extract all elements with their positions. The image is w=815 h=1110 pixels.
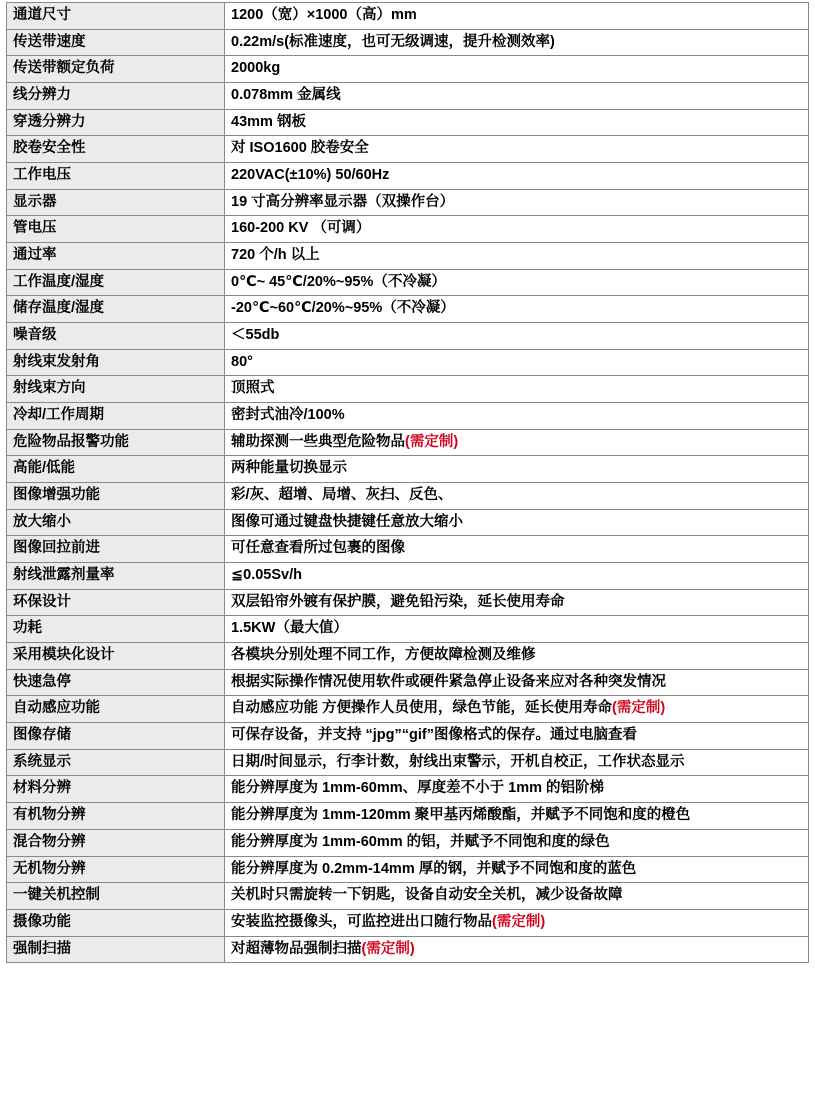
- table-row: [7, 29, 809, 56]
- spec-label-cell: 线分辨力: [7, 83, 225, 110]
- spec-value-cell: 160-200 KV （可调）: [225, 216, 809, 243]
- spec-label-cell: 图像增强功能: [7, 483, 225, 510]
- spec-label-cell: 快速急停: [7, 669, 225, 696]
- table-row: [7, 3, 809, 30]
- spec-value-cell: 能分辨厚度为 1mm-60mm 的铝，并赋予不同饱和度的绿色: [225, 829, 809, 856]
- table-row: [7, 509, 809, 536]
- spec-label-cell: 通过率: [7, 243, 225, 270]
- spec-value-note: (需定制): [361, 940, 415, 957]
- spec-value-cell: -20℃~60℃/20%~95%（不冷凝）: [225, 296, 809, 323]
- spec-value-cell: 220VAC(±10%) 50/60Hz: [225, 163, 809, 190]
- spec-value-text: 对超薄物品强制扫描: [231, 940, 362, 957]
- spec-value-cell: [225, 936, 809, 963]
- spec-label-cell: 管电压: [7, 216, 225, 243]
- table-row: [7, 349, 809, 376]
- table-row: [7, 429, 809, 456]
- table-row: [7, 216, 809, 243]
- table-row: [7, 189, 809, 216]
- table-row: [7, 909, 809, 936]
- spec-value-cell: 可保存设备，并支持 “jpg”“gif”图像格式的保存。通过电脑查看: [225, 723, 809, 750]
- spec-label-cell: 冷却/工作周期: [7, 403, 225, 430]
- table-row: [7, 403, 809, 430]
- spec-value-cell: [225, 696, 809, 723]
- spec-value-cell: 2000kg: [225, 56, 809, 83]
- spec-label-cell: 射线束发射角: [7, 349, 225, 376]
- spec-value-cell: 图像可通过键盘快捷键任意放大缩小: [225, 509, 809, 536]
- table-row: [7, 723, 809, 750]
- spec-value-cell: ≦0.05Sv/h: [225, 563, 809, 590]
- table-row: [7, 296, 809, 323]
- spec-value-cell: 能分辨厚度为 1mm-120mm 聚甲基丙烯酸酯，并赋予不同饱和度的橙色: [225, 803, 809, 830]
- specification-table: [6, 2, 809, 963]
- spec-label-cell: 储存温度/湿度: [7, 296, 225, 323]
- spec-value-cell: 密封式油冷/100%: [225, 403, 809, 430]
- spec-value-cell: 80°: [225, 349, 809, 376]
- spec-label-cell: 射线束方向: [7, 376, 225, 403]
- table-row: [7, 376, 809, 403]
- spec-label-cell: 材料分辨: [7, 776, 225, 803]
- spec-label-cell: 工作温度/湿度: [7, 269, 225, 296]
- spec-label-cell: 采用模块化设计: [7, 643, 225, 670]
- spec-label-cell: 有机物分辨: [7, 803, 225, 830]
- table-row: [7, 936, 809, 963]
- table-row: [7, 829, 809, 856]
- table-row: [7, 323, 809, 350]
- table-row: [7, 243, 809, 270]
- spec-value-cell: [225, 909, 809, 936]
- spec-value-cell: 两种能量切换显示: [225, 456, 809, 483]
- spec-value-cell: 双层铅帘外镀有保护膜，避免铅污染，延长使用寿命: [225, 589, 809, 616]
- spec-value-cell: 日期/时间显示，行李计数，射线出束警示，开机自校正，工作状态显示: [225, 749, 809, 776]
- spec-value-cell: 彩/灰、超增、局增、灰扫、反色、: [225, 483, 809, 510]
- spec-label-cell: 图像存储: [7, 723, 225, 750]
- spec-value-cell: 1.5KW（最大值）: [225, 616, 809, 643]
- table-row: [7, 803, 809, 830]
- table-row: [7, 536, 809, 563]
- table-row: [7, 56, 809, 83]
- table-row: [7, 589, 809, 616]
- spec-value-cell: 对 ISO1600 胶卷安全: [225, 136, 809, 163]
- spec-label-cell: 传送带额定负荷: [7, 56, 225, 83]
- spec-label-cell: 显示器: [7, 189, 225, 216]
- spec-value-cell: 1200（宽）×1000（高）mm: [225, 3, 809, 30]
- spec-label-cell: 图像回拉前进: [7, 536, 225, 563]
- spec-label-cell: 一键关机控制: [7, 883, 225, 910]
- table-row: [7, 776, 809, 803]
- spec-label-cell: 放大缩小: [7, 509, 225, 536]
- spec-value-cell: 19 寸高分辨率显示器（双操作台）: [225, 189, 809, 216]
- table-row: [7, 669, 809, 696]
- spec-value-note: (需定制): [405, 433, 459, 450]
- spec-value-cell: 各模块分别处理不同工作，方便故障检测及维修: [225, 643, 809, 670]
- spec-value-cell: 0℃~ 45℃/20%~95%（不冷凝）: [225, 269, 809, 296]
- spec-value-text: 安装监控摄像头，可监控进出口随行物品: [231, 913, 492, 930]
- table-row: [7, 696, 809, 723]
- spec-value-cell: ＜55db: [225, 323, 809, 350]
- spec-value-cell: [225, 429, 809, 456]
- spec-label-cell: 强制扫描: [7, 936, 225, 963]
- table-row: [7, 163, 809, 190]
- spec-value-text: 辅助探测一些典型危险物品: [231, 433, 405, 450]
- table-row: [7, 616, 809, 643]
- spec-label-cell: 环保设计: [7, 589, 225, 616]
- spec-label-cell: 传送带速度: [7, 29, 225, 56]
- spec-label-cell: 穿透分辨力: [7, 109, 225, 136]
- table-row: [7, 856, 809, 883]
- specification-table-body: [7, 3, 809, 963]
- spec-label-cell: 无机物分辨: [7, 856, 225, 883]
- spec-value-cell: 0.078mm 金属线: [225, 83, 809, 110]
- table-row: [7, 456, 809, 483]
- spec-value-cell: 43mm 钢板: [225, 109, 809, 136]
- spec-value-cell: 关机时只需旋转一下钥匙，设备自动安全关机，减少设备故障: [225, 883, 809, 910]
- table-row: [7, 483, 809, 510]
- spec-value-cell: 能分辨厚度为 0.2mm-14mm 厚的钢，并赋予不同饱和度的蓝色: [225, 856, 809, 883]
- spec-label-cell: 自动感应功能: [7, 696, 225, 723]
- spec-label-cell: 摄像功能: [7, 909, 225, 936]
- table-row: [7, 563, 809, 590]
- spec-value-cell: 720 个/h 以上: [225, 243, 809, 270]
- spec-value-note: (需定制): [492, 913, 546, 930]
- spec-label-cell: 噪音级: [7, 323, 225, 350]
- table-row: [7, 269, 809, 296]
- spec-label-cell: 高能/低能: [7, 456, 225, 483]
- spec-label-cell: 混合物分辨: [7, 829, 225, 856]
- spec-label-cell: 通道尺寸: [7, 3, 225, 30]
- spec-label-cell: 危险物品报警功能: [7, 429, 225, 456]
- spec-label-cell: 胶卷安全性: [7, 136, 225, 163]
- table-row: [7, 749, 809, 776]
- spec-label-cell: 系统显示: [7, 749, 225, 776]
- spec-value-text: 自动感应功能 方便操作人员使用，绿色节能，延长使用寿命: [231, 700, 613, 717]
- table-row: [7, 643, 809, 670]
- table-row: [7, 136, 809, 163]
- table-row: [7, 83, 809, 110]
- spec-value-cell: 可任意查看所过包裹的图像: [225, 536, 809, 563]
- table-row: [7, 883, 809, 910]
- spec-value-note: (需定制): [612, 700, 666, 717]
- spec-value-cell: 顶照式: [225, 376, 809, 403]
- spec-value-cell: 能分辨厚度为 1mm-60mm、厚度差不小于 1mm 的铝阶梯: [225, 776, 809, 803]
- spec-label-cell: 射线泄露剂量率: [7, 563, 225, 590]
- spec-value-cell: 根据实际操作情况使用软件或硬件紧急停止设备来应对各种突发情况: [225, 669, 809, 696]
- table-row: [7, 109, 809, 136]
- spec-label-cell: 工作电压: [7, 163, 225, 190]
- spec-value-cell: 0.22m/s(标准速度，也可无级调速，提升检测效率): [225, 29, 809, 56]
- spec-label-cell: 功耗: [7, 616, 225, 643]
